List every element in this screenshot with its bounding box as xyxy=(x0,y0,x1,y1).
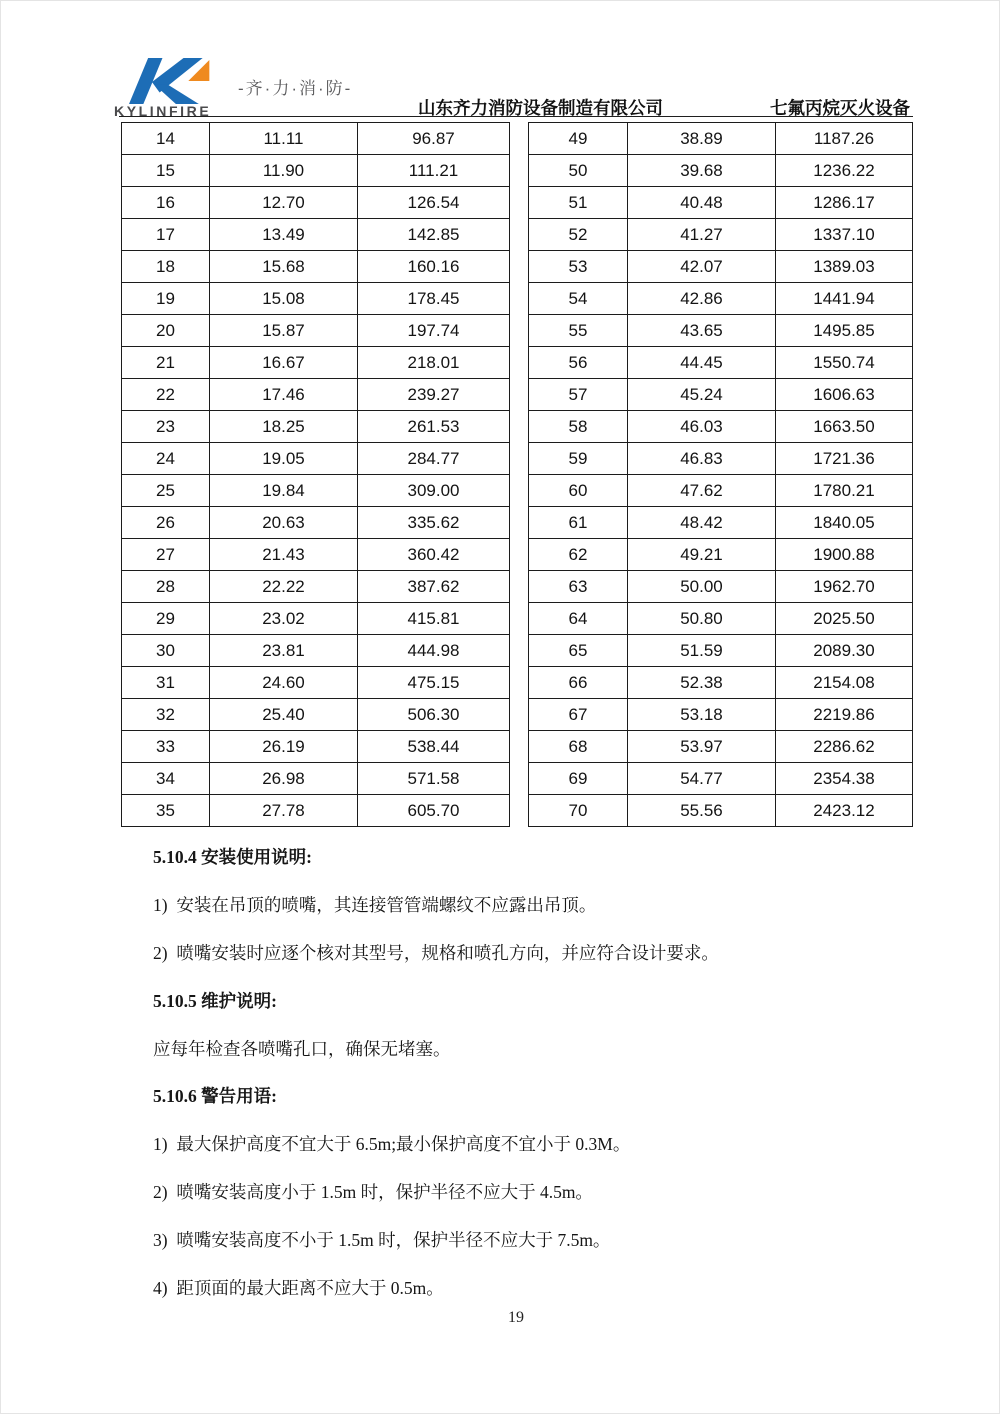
table-row xyxy=(529,251,913,283)
table-cell: 1900.88 xyxy=(776,539,913,571)
table-cell: 61 xyxy=(529,507,628,539)
table-row xyxy=(529,763,913,795)
table-row xyxy=(529,155,913,187)
table-row xyxy=(122,219,510,251)
table-cell: 23.02 xyxy=(210,603,358,635)
table-row xyxy=(122,763,510,795)
table-cell: 50.00 xyxy=(628,571,776,603)
table-cell: 33 xyxy=(122,731,210,763)
table-cell: 261.53 xyxy=(358,411,510,443)
table-cell: 53.97 xyxy=(628,731,776,763)
table-cell: 1840.05 xyxy=(776,507,913,539)
table-row xyxy=(529,699,913,731)
table-cell: 16.67 xyxy=(210,347,358,379)
table-row xyxy=(529,571,913,603)
table-cell: 2089.30 xyxy=(776,635,913,667)
table-cell: 59 xyxy=(529,443,628,475)
table-cell: 1663.50 xyxy=(776,411,913,443)
table-cell: 20 xyxy=(122,315,210,347)
table-cell: 26.98 xyxy=(210,763,358,795)
table-cell: 13.49 xyxy=(210,219,358,251)
table-cell: 126.54 xyxy=(358,187,510,219)
table-row xyxy=(529,475,913,507)
table-cell: 15.68 xyxy=(210,251,358,283)
table-row xyxy=(122,251,510,283)
table-cell: 54 xyxy=(529,283,628,315)
table-cell: 43.65 xyxy=(628,315,776,347)
table-row xyxy=(122,603,510,635)
table-row xyxy=(122,507,510,539)
table-cell: 239.27 xyxy=(358,379,510,411)
table-cell: 22.22 xyxy=(210,571,358,603)
table-row xyxy=(122,155,510,187)
table-cell: 60 xyxy=(529,475,628,507)
table-cell: 1441.94 xyxy=(776,283,913,315)
table-cell: 178.45 xyxy=(358,283,510,315)
company-name: 山东齐力消防设备制造有限公司 xyxy=(418,98,663,118)
table-row xyxy=(122,795,510,827)
table-row xyxy=(122,379,510,411)
table-row xyxy=(122,635,510,667)
table-cell: 2354.38 xyxy=(776,763,913,795)
table-row xyxy=(122,475,510,507)
table-cell: 23.81 xyxy=(210,635,358,667)
warning-2: 2) 喷嘴安装高度小于 1.5m 时，保护半径不应大于 4.5m。 xyxy=(153,1182,593,1202)
table-row xyxy=(529,507,913,539)
table-cell: 26 xyxy=(122,507,210,539)
section-5-10-6-heading: 5.10.6 警告用语: xyxy=(153,1086,277,1106)
table-gap xyxy=(510,122,528,827)
table-cell: 16 xyxy=(122,187,210,219)
table-cell: 69 xyxy=(529,763,628,795)
table-cell: 111.21 xyxy=(358,155,510,187)
table-cell: 19 xyxy=(122,283,210,315)
maintenance-note: 应每年检查各喷嘴孔口，确保无堵塞。 xyxy=(153,1039,451,1059)
table-cell: 57 xyxy=(529,379,628,411)
table-cell: 2025.50 xyxy=(776,603,913,635)
table-cell: 51.59 xyxy=(628,635,776,667)
table-cell: 55 xyxy=(529,315,628,347)
table-cell: 49 xyxy=(529,123,628,155)
logo-wordmark: KYLINFIRE xyxy=(114,103,212,119)
table-cell: 160.16 xyxy=(358,251,510,283)
table-cell: 2423.12 xyxy=(776,795,913,827)
table-cell: 18 xyxy=(122,251,210,283)
table-cell: 52 xyxy=(529,219,628,251)
table-cell: 44.45 xyxy=(628,347,776,379)
table-row xyxy=(529,795,913,827)
table-row xyxy=(529,539,913,571)
table-cell: 65 xyxy=(529,635,628,667)
table-cell: 40.48 xyxy=(628,187,776,219)
table-cell: 68 xyxy=(529,731,628,763)
table-cell: 29 xyxy=(122,603,210,635)
table-row xyxy=(529,379,913,411)
table-cell: 18.25 xyxy=(210,411,358,443)
kylinfire-logo-icon xyxy=(129,57,217,105)
table-cell: 1337.10 xyxy=(776,219,913,251)
section-5-10-5-heading: 5.10.5 维护说明: xyxy=(153,991,277,1011)
table-row xyxy=(529,635,913,667)
table-row xyxy=(122,347,510,379)
table-cell: 31 xyxy=(122,667,210,699)
table-cell: 46.03 xyxy=(628,411,776,443)
table-row xyxy=(122,283,510,315)
table-cell: 63 xyxy=(529,571,628,603)
table-cell: 14 xyxy=(122,123,210,155)
table-row xyxy=(122,699,510,731)
table-cell: 27 xyxy=(122,539,210,571)
table-cell: 25.40 xyxy=(210,699,358,731)
table-row xyxy=(122,411,510,443)
table-cell: 1389.03 xyxy=(776,251,913,283)
table-cell: 12.70 xyxy=(210,187,358,219)
table-row xyxy=(122,539,510,571)
table-cell: 1550.74 xyxy=(776,347,913,379)
table-cell: 15.87 xyxy=(210,315,358,347)
data-table-right xyxy=(528,122,913,827)
table-cell: 605.70 xyxy=(358,795,510,827)
table-cell: 24 xyxy=(122,443,210,475)
table-cell: 335.62 xyxy=(358,507,510,539)
page-number: 19 xyxy=(508,1309,524,1326)
table-cell: 62 xyxy=(529,539,628,571)
table-cell: 64 xyxy=(529,603,628,635)
table-row xyxy=(122,443,510,475)
table-cell: 53 xyxy=(529,251,628,283)
table-cell: 42.86 xyxy=(628,283,776,315)
table-row xyxy=(529,219,913,251)
table-cell: 415.81 xyxy=(358,603,510,635)
table-cell: 28 xyxy=(122,571,210,603)
table-row xyxy=(122,123,510,155)
table-row xyxy=(529,603,913,635)
table-cell: 58 xyxy=(529,411,628,443)
table-cell: 15 xyxy=(122,155,210,187)
table-row xyxy=(529,315,913,347)
table-cell: 24.60 xyxy=(210,667,358,699)
table-row xyxy=(529,123,913,155)
table-row xyxy=(529,347,913,379)
table-cell: 41.27 xyxy=(628,219,776,251)
brand-slogan: -齐·力·消·防- xyxy=(238,79,353,98)
table-cell: 46.83 xyxy=(628,443,776,475)
table-cell: 284.77 xyxy=(358,443,510,475)
table-row xyxy=(122,731,510,763)
table-cell: 1962.70 xyxy=(776,571,913,603)
table-cell: 1780.21 xyxy=(776,475,913,507)
table-cell: 32 xyxy=(122,699,210,731)
table-row xyxy=(122,315,510,347)
table-cell: 1721.36 xyxy=(776,443,913,475)
table-cell: 17.46 xyxy=(210,379,358,411)
table-cell: 21.43 xyxy=(210,539,358,571)
table-row xyxy=(122,571,510,603)
table-cell: 52.38 xyxy=(628,667,776,699)
table-cell: 197.74 xyxy=(358,315,510,347)
table-row xyxy=(122,667,510,699)
warning-4: 4) 距顶面的最大距离不应大于 0.5m。 xyxy=(153,1278,444,1298)
table-cell: 19.05 xyxy=(210,443,358,475)
table-cell: 66 xyxy=(529,667,628,699)
table-cell: 19.84 xyxy=(210,475,358,507)
table-cell: 1495.85 xyxy=(776,315,913,347)
data-table-left xyxy=(121,122,510,827)
table-cell: 53.18 xyxy=(628,699,776,731)
table-row xyxy=(529,667,913,699)
table-cell: 1236.22 xyxy=(776,155,913,187)
table-cell: 360.42 xyxy=(358,539,510,571)
table-cell: 20.63 xyxy=(210,507,358,539)
table-cell: 70 xyxy=(529,795,628,827)
table-cell: 67 xyxy=(529,699,628,731)
table-cell: 54.77 xyxy=(628,763,776,795)
table-cell: 309.00 xyxy=(358,475,510,507)
table-cell: 50 xyxy=(529,155,628,187)
table-cell: 35 xyxy=(122,795,210,827)
table-row xyxy=(529,411,913,443)
table-cell: 27.78 xyxy=(210,795,358,827)
product-name: 七氟丙烷灭火设备 xyxy=(770,98,910,118)
table-cell: 30 xyxy=(122,635,210,667)
table-cell: 475.15 xyxy=(358,667,510,699)
table-cell: 142.85 xyxy=(358,219,510,251)
table-cell: 96.87 xyxy=(358,123,510,155)
table-cell: 45.24 xyxy=(628,379,776,411)
table-cell: 1286.17 xyxy=(776,187,913,219)
table-cell: 17 xyxy=(122,219,210,251)
table-cell: 15.08 xyxy=(210,283,358,315)
install-note-2: 2) 喷嘴安装时应逐个核对其型号，规格和喷孔方向，并应符合设计要求。 xyxy=(153,943,719,963)
table-cell: 50.80 xyxy=(628,603,776,635)
header-divider xyxy=(119,116,913,117)
table-cell: 22 xyxy=(122,379,210,411)
table-row xyxy=(529,283,913,315)
table-row xyxy=(529,187,913,219)
section-5-10-4-heading: 5.10.4 安装使用说明: xyxy=(153,847,312,867)
table-cell: 506.30 xyxy=(358,699,510,731)
table-cell: 21 xyxy=(122,347,210,379)
table-cell: 11.11 xyxy=(210,123,358,155)
table-cell: 444.98 xyxy=(358,635,510,667)
warning-3: 3) 喷嘴安装高度不小于 1.5m 时，保护半径不应大于 7.5m。 xyxy=(153,1230,611,1250)
table-cell: 571.58 xyxy=(358,763,510,795)
table-cell: 11.90 xyxy=(210,155,358,187)
table-cell: 218.01 xyxy=(358,347,510,379)
table-cell: 56 xyxy=(529,347,628,379)
table-cell: 25 xyxy=(122,475,210,507)
table-row xyxy=(529,731,913,763)
table-cell: 538.44 xyxy=(358,731,510,763)
table-cell: 26.19 xyxy=(210,731,358,763)
table-cell: 39.68 xyxy=(628,155,776,187)
table-cell: 55.56 xyxy=(628,795,776,827)
table-cell: 1606.63 xyxy=(776,379,913,411)
table-cell: 51 xyxy=(529,187,628,219)
table-cell: 23 xyxy=(122,411,210,443)
nozzle-data-table xyxy=(121,122,913,827)
table-row xyxy=(122,187,510,219)
table-cell: 42.07 xyxy=(628,251,776,283)
table-cell: 49.21 xyxy=(628,539,776,571)
table-cell: 48.42 xyxy=(628,507,776,539)
table-cell: 2219.86 xyxy=(776,699,913,731)
table-cell: 1187.26 xyxy=(776,123,913,155)
table-cell: 34 xyxy=(122,763,210,795)
table-cell: 2286.62 xyxy=(776,731,913,763)
warning-1: 1) 最大保护高度不宜大于 6.5m;最小保护高度不宜小于 0.3M。 xyxy=(153,1134,631,1154)
install-note-1: 1) 安装在吊顶的喷嘴，其连接管管端螺纹不应露出吊顶。 xyxy=(153,895,597,915)
table-row xyxy=(529,443,913,475)
table-cell: 38.89 xyxy=(628,123,776,155)
table-cell: 47.62 xyxy=(628,475,776,507)
table-cell: 2154.08 xyxy=(776,667,913,699)
table-cell: 387.62 xyxy=(358,571,510,603)
